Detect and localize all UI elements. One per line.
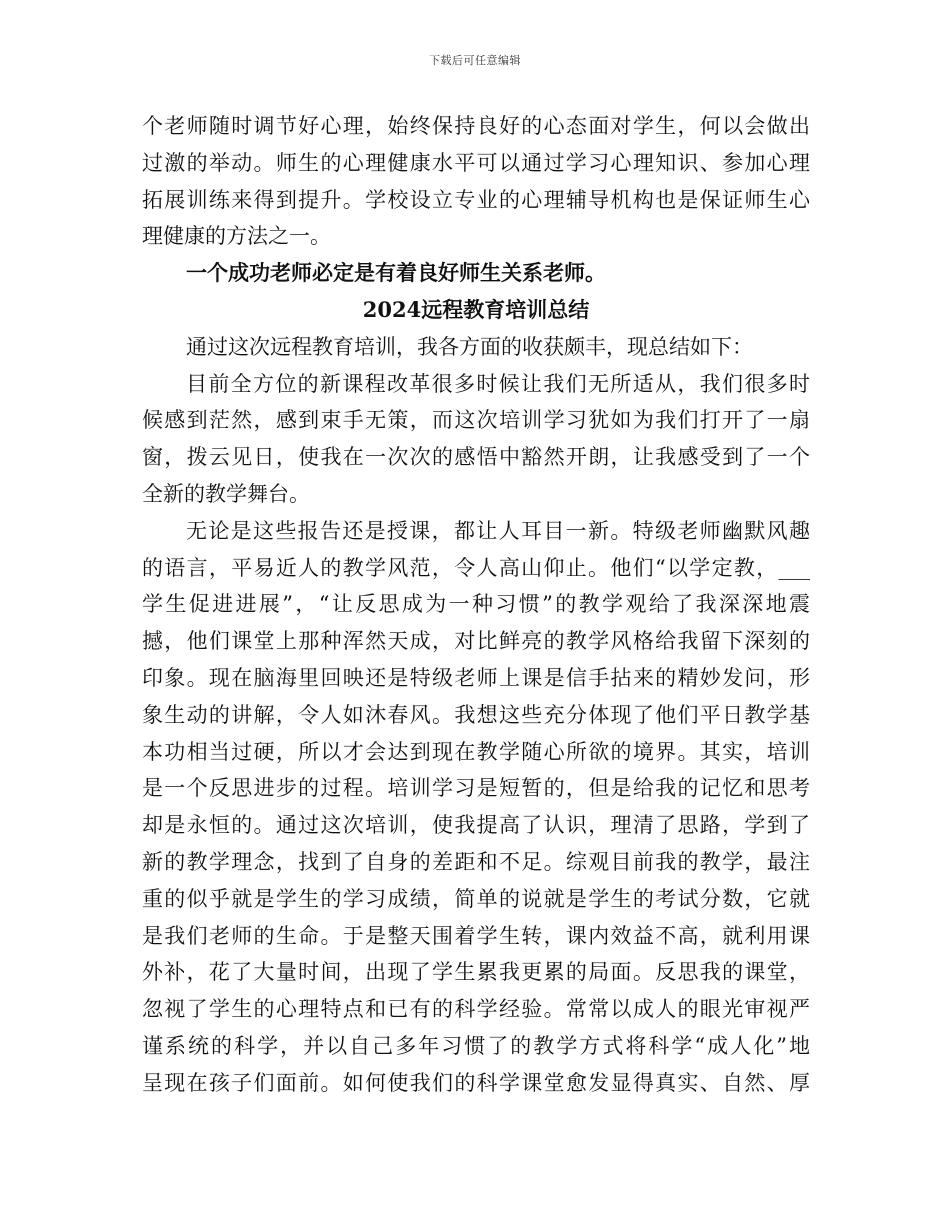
paragraph-1 bbox=[142, 108, 810, 255]
text-line: 无论是这些报告还是授课，都让人耳目一新。特级老师幽默风趣 bbox=[186, 518, 810, 543]
text-line: 新的教学理念，找到了自身的差距和不足。综观目前我的教学，最注 bbox=[142, 849, 810, 874]
text-line: 学生促进进展”，“让反思成为一种习惯”的教学观给了我深深地震 bbox=[142, 592, 810, 617]
text-line: 的语言，平易近人的教学风范，令人高山仰止。他们“以学定教，___ bbox=[142, 555, 810, 580]
paragraph-2 bbox=[142, 329, 810, 366]
text-line: 本功相当过硬，所以才会达到现在教学随心所欲的境界。其实，培训 bbox=[142, 739, 810, 764]
text-line: 理健康的方法之一。 bbox=[142, 224, 331, 249]
text-line: 全新的教学舞台。 bbox=[142, 481, 310, 506]
text-line: 撼，他们课堂上那种浑然天成，对比鲜亮的教学风格给我留下深刻的 bbox=[142, 629, 810, 654]
text-line: 却是永恒的。通过这次培训，使我提高了认识，理清了思路，学到了 bbox=[142, 813, 810, 838]
text-line: 目前全方位的新课程改革很多时候让我们无所适从，我们很多时 bbox=[186, 371, 810, 396]
text-line: 拓展训练来得到提升。学校设立专业的心理辅导机构也是保证师生心 bbox=[142, 187, 810, 212]
text-line: 候感到茫然，感到束手无策，而这次培训学习犹如为我们打开了一扇 bbox=[142, 408, 810, 433]
paragraph-3 bbox=[142, 366, 810, 513]
text-line: 忽视了学生的心理特点和已有的科学经验。常常以成人的眼光审视严 bbox=[142, 997, 810, 1022]
text-line: 外补，花了大量时间，出现了学生累我更累的局面。反思我的课堂， bbox=[142, 960, 810, 985]
text-line: 重的似乎就是学生的学习成绩，简单的说就是学生的考试分数，它就 bbox=[142, 886, 810, 911]
section-title: 2024远程教育培训总结 bbox=[362, 296, 590, 322]
document-body bbox=[142, 108, 810, 1102]
page-header: 下载后可任意编辑 bbox=[429, 54, 521, 67]
text-line: 谨系统的科学，并以自己多年习惯了的教学方式将科学“成人化”地 bbox=[142, 1033, 810, 1058]
text-line: 呈现在孩子们面前。如何使我们的科学课堂愈发显得真实、自然、厚 bbox=[142, 1070, 810, 1095]
text-line: 过激的举动。师生的心理健康水平可以通过学习心理知识、参加心理 bbox=[142, 150, 810, 175]
text-line: 印象。现在脑海里回映还是特级老师上课是信手拈来的精妙发问，形 bbox=[142, 665, 810, 690]
text-line: 个老师随时调节好心理，始终保持良好的心态面对学生，何以会做出 bbox=[142, 114, 810, 138]
bold-statement: 一个成功老师必定是有着良好师生关系老师。 bbox=[186, 260, 606, 286]
text-line: 是我们老师的生命。于是整天围着学生转，课内效益不高，就利用课 bbox=[142, 923, 810, 948]
text-line: 通过这次远程教育培训，我各方面的收获颇丰，现总结如下： bbox=[186, 334, 753, 359]
text-line: 是一个反思进步的过程。培训学习是短暂的，但是给我的记忆和思考 bbox=[142, 776, 810, 801]
text-line: 窗，拨云见日，使我在一次次的感悟中豁然开朗，让我感受到了一个 bbox=[142, 445, 810, 470]
paragraph-4 bbox=[142, 513, 810, 1102]
text-line: 象生动的讲解，令人如沐春风。我想这些充分体现了他们平日教学基 bbox=[142, 702, 810, 727]
